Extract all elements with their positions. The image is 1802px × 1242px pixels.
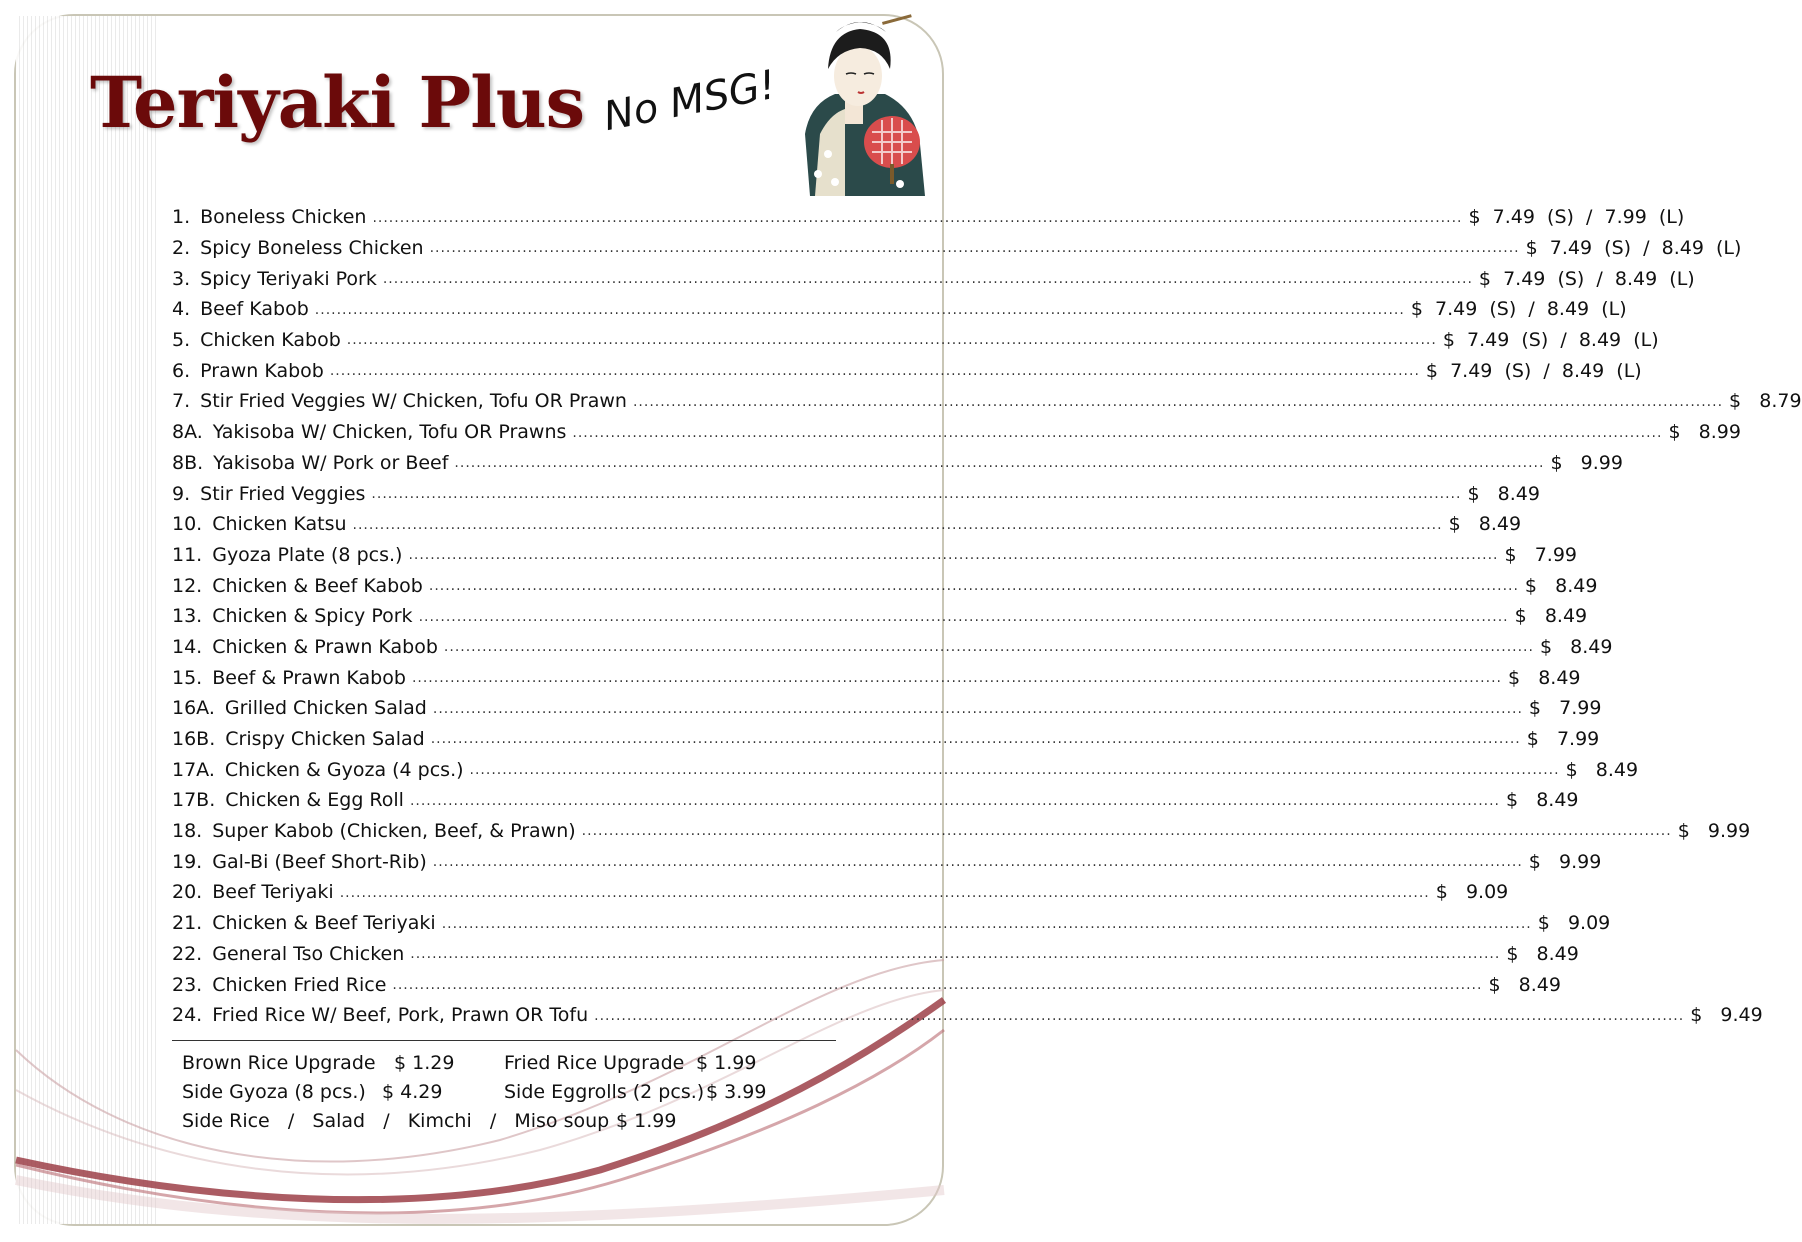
menu-item-number: 3. xyxy=(172,267,191,290)
menu-item-number: 20. xyxy=(172,881,203,904)
menu-item-price: $ 7.49 (S) / 8.49 (L) xyxy=(1442,329,1659,352)
menu-item xyxy=(172,632,1613,663)
menu-item-number: 19. xyxy=(172,850,203,873)
menu-item-number: 14. xyxy=(172,635,203,658)
menu-item xyxy=(172,233,1742,264)
menu-item xyxy=(172,386,1802,417)
menu-item-name: Chicken & Prawn Kabob xyxy=(212,635,438,658)
menu-item xyxy=(172,448,1623,479)
dot-leader: ........................................................................................................................................................................................................ xyxy=(409,792,1500,809)
menu-item-price: $ 9.99 xyxy=(1528,850,1602,873)
sides-label: Side Rice / Salad / Kimchi / Miso soup xyxy=(182,1110,610,1132)
menu-item-number: 6. xyxy=(172,359,191,382)
menu-item xyxy=(172,294,1627,325)
menu-item xyxy=(172,263,1695,294)
dot-leader: ........................................................................................................................................................................................................ xyxy=(382,271,1473,288)
menu-item-price: $ 7.99 xyxy=(1526,728,1600,751)
dot-leader: ........................................................................................................................................................................................................ xyxy=(443,639,1534,656)
menu-item-name: Yakisoba W/ Pork or Beef xyxy=(213,451,449,474)
menu-item-name: Stir Fried Veggies W/ Chicken, Tofu OR Prawn xyxy=(200,390,627,413)
menu-item-name: Chicken & Spicy Pork xyxy=(212,605,413,628)
dot-leader: ........................................................................................................................................................................................................ xyxy=(372,209,1463,226)
dot-leader: ........................................................................................................................................................................................................ xyxy=(411,670,1502,686)
extras-row xyxy=(182,1081,822,1110)
menu-item-name: Chicken & Beef Kabob xyxy=(212,574,423,597)
menu-item-price: $ 7.99 xyxy=(1504,543,1577,566)
menu-item-number: 9. xyxy=(172,482,191,505)
dot-leader: ........................................................................................................................................................................................................ xyxy=(410,946,1501,963)
menu-item-number: 11. xyxy=(172,543,203,566)
menu-item-name: Chicken & Egg Roll xyxy=(225,789,404,812)
menu-item xyxy=(172,509,1522,540)
menu-item-number: 4. xyxy=(172,298,191,321)
menu-item-price: $ 7.49 (S) / 8.49 (L) xyxy=(1525,237,1742,260)
menu-item-price: $ 8.49 xyxy=(1506,789,1579,812)
menu-item-price: $ 7.49 (S) / 8.49 (L) xyxy=(1478,267,1695,290)
extras-section xyxy=(182,1052,822,1139)
menu-item-price: $ 8.49 xyxy=(1524,574,1598,597)
menu-item-price: $ 8.49 xyxy=(1448,513,1522,536)
menu-item-price: $ 8.49 xyxy=(1507,666,1581,689)
dot-leader: ........................................................................................................................................................................................................ xyxy=(429,240,1520,257)
menu-item-name: Crispy Chicken Salad xyxy=(225,728,425,751)
dot-leader: ........................................................................................................................................................................................................ xyxy=(572,424,1663,441)
menu-item-name: Gal-Bi (Beef Short-Rib) xyxy=(212,850,427,873)
menu-item-number: 17B. xyxy=(172,789,216,812)
menu-item-price: $ 8.49 xyxy=(1565,758,1639,781)
menu-item xyxy=(172,785,1579,816)
no-msg-tagline: No MSG! xyxy=(600,61,780,141)
fried-rice-price: $ 1.99 xyxy=(696,1052,757,1074)
menu-item-number: 17A. xyxy=(172,758,215,781)
menu-item-number: 7. xyxy=(172,390,191,413)
menu-item-price: $ 8.49 xyxy=(1506,942,1579,965)
menu-item-name: Grilled Chicken Salad xyxy=(224,697,427,720)
menu-item-price: $ 8.99 xyxy=(1668,421,1741,444)
dot-leader: ........................................................................................................................................................................................................ xyxy=(314,301,1405,318)
fried-rice-label: Fried Rice Upgrade xyxy=(504,1052,685,1074)
menu-item-name: Beef & Prawn Kabob xyxy=(212,666,406,689)
menu-item-name: Chicken Fried Rice xyxy=(212,973,387,996)
menu-item xyxy=(172,754,1639,785)
menu-item xyxy=(172,202,1685,233)
menu-item-number: 8A. xyxy=(172,421,203,444)
menu-item-number: 1. xyxy=(172,206,191,229)
menu-item xyxy=(172,540,1577,571)
side-eggrolls-label: Side Eggrolls (2 pcs.) xyxy=(504,1081,705,1103)
menu-item-price: $ 7.49 (S) / 8.49 (L) xyxy=(1425,359,1642,382)
menu-item xyxy=(172,939,1579,970)
geisha-icon xyxy=(790,14,930,196)
menu-item-number: 13. xyxy=(172,605,203,628)
dot-leader: ........................................................................................................................................................................................................ xyxy=(418,608,1509,625)
menu-item xyxy=(172,846,1602,877)
menu-item xyxy=(172,908,1611,939)
side-gyoza-price: $ 4.29 xyxy=(382,1081,443,1103)
extras-row xyxy=(182,1110,822,1139)
menu-item-price: $ 7.49 (S) / 7.99 (L) xyxy=(1468,206,1685,229)
sides-price: $ 1.99 xyxy=(616,1110,677,1132)
side-gyoza-label: Side Gyoza (8 pcs.) xyxy=(182,1081,366,1103)
menu-item-name: Super Kabob (Chicken, Beef, & Prawn) xyxy=(212,820,576,843)
menu-item-name: Stir Fried Veggies xyxy=(200,482,366,505)
menu-item-number: 16A. xyxy=(172,697,215,720)
menu-item-number: 24. xyxy=(172,1004,203,1027)
menu-item xyxy=(172,417,1741,448)
menu-item-price: $ 9.99 xyxy=(1550,451,1623,474)
menu-item-name: Gyoza Plate (8 pcs.) xyxy=(212,543,403,566)
dot-leader: ........................................................................................................................................................................................................ xyxy=(329,363,1420,380)
menu-item-price: $ 9.09 xyxy=(1537,912,1611,935)
dot-leader: ........................................................................................................................................................................................................ xyxy=(441,915,1532,932)
menu-item-price: $ 8.49 xyxy=(1539,635,1613,658)
dot-leader: ........................................................................................................................................................................................................ xyxy=(454,455,1545,472)
menu-item-price: $ 7.99 xyxy=(1528,697,1602,720)
menu-item-name: Chicken & Beef Teriyaki xyxy=(212,912,436,935)
dot-leader: ........................................................................................................................................................................................................ xyxy=(581,823,1672,840)
dot-leader: ........................................................................................................................................................................................................ xyxy=(594,1007,1685,1024)
menu-item-number: 5. xyxy=(172,329,191,352)
menu-item xyxy=(172,325,1659,356)
menu-item-name: Boneless Chicken xyxy=(200,206,367,229)
dot-leader: ........................................................................................................................................................................................................ xyxy=(432,700,1523,717)
menu-item-price: $ 8.49 xyxy=(1467,482,1540,505)
dot-leader: ........................................................................................................................................................................................................ xyxy=(408,547,1499,564)
dot-leader: ........................................................................................................................................................................................................ xyxy=(352,516,1443,533)
menu-item-number: 8B. xyxy=(172,451,204,474)
dot-leader: ........................................................................................................................................................................................................ xyxy=(339,884,1430,901)
menu-item xyxy=(172,662,1581,693)
menu-list xyxy=(172,202,1802,1031)
dot-leader: ........................................................................................................................................................................................................ xyxy=(346,332,1437,349)
dot-leader: ........................................................................................................................................................................................................ xyxy=(469,762,1560,779)
brown-rice-label: Brown Rice Upgrade xyxy=(182,1052,376,1074)
extras-row xyxy=(182,1052,822,1081)
dot-leader: ........................................................................................................................................................................................................ xyxy=(392,976,1483,993)
menu-item-price: $ 8.79 xyxy=(1729,390,1802,413)
dot-leader: ........................................................................................................................................................................................................ xyxy=(632,393,1724,410)
menu-item xyxy=(172,969,1561,1000)
menu-item-name: Chicken Kabob xyxy=(200,329,341,352)
menu-item-number: 21. xyxy=(172,912,203,935)
menu-item-price: $ 7.49 (S) / 8.49 (L) xyxy=(1410,298,1627,321)
dot-leader: ........................................................................................................................................................................................................ xyxy=(432,854,1523,871)
dot-leader: ........................................................................................................................................................................................................ xyxy=(428,577,1519,594)
menu-item-name: Beef Kabob xyxy=(200,298,309,321)
menu-item xyxy=(172,724,1600,755)
menu-item xyxy=(172,355,1642,386)
menu-item-number: 12. xyxy=(172,574,203,597)
menu-item-price: $ 9.49 xyxy=(1690,1004,1763,1027)
menu-item-name: Chicken & Gyoza (4 pcs.) xyxy=(224,758,464,781)
menu-item-number: 23. xyxy=(172,973,203,996)
menu-item xyxy=(172,1000,1763,1031)
menu-item-price: $ 9.09 xyxy=(1435,881,1509,904)
menu-item-name: General Tso Chicken xyxy=(212,942,405,965)
menu-item-name: Prawn Kabob xyxy=(200,359,324,382)
menu-item-name: Chicken Katsu xyxy=(212,513,347,536)
menu-item-number: 15. xyxy=(172,666,203,689)
menu-item-number: 22. xyxy=(172,942,203,965)
menu-item xyxy=(172,693,1602,724)
menu-item-name: Spicy Teriyaki Pork xyxy=(200,267,377,290)
menu-item-number: 10. xyxy=(172,513,203,536)
menu-item-name: Beef Teriyaki xyxy=(212,881,334,904)
restaurant-title: Teriyaki Plus xyxy=(90,61,585,144)
menu-item-number: 2. xyxy=(172,237,191,260)
section-divider xyxy=(172,1040,836,1041)
dot-leader: ........................................................................................................................................................................................................ xyxy=(371,485,1462,502)
menu-item-price: $ 8.49 xyxy=(1514,605,1588,628)
brown-rice-price: $ 1.29 xyxy=(394,1052,455,1074)
menu-item xyxy=(172,478,1540,509)
menu-item-name: Fried Rice W/ Beef, Pork, Prawn OR Tofu xyxy=(212,1004,589,1027)
menu-item xyxy=(172,601,1588,632)
menu-item-name: Spicy Boneless Chicken xyxy=(200,237,424,260)
menu-item-price: $ 9.99 xyxy=(1677,820,1751,843)
dot-leader: ........................................................................................................................................................................................................ xyxy=(430,731,1521,748)
menu-item xyxy=(172,570,1598,601)
side-eggrolls-price: $ 3.99 xyxy=(706,1081,767,1103)
menu-item-number: 18. xyxy=(172,820,203,843)
menu-item-price: $ 8.49 xyxy=(1488,973,1561,996)
menu-item-name: Yakisoba W/ Chicken, Tofu OR Prawns xyxy=(212,421,567,444)
menu-item xyxy=(172,877,1509,908)
menu-item-number: 16B. xyxy=(172,728,216,751)
menu-item xyxy=(172,816,1751,847)
